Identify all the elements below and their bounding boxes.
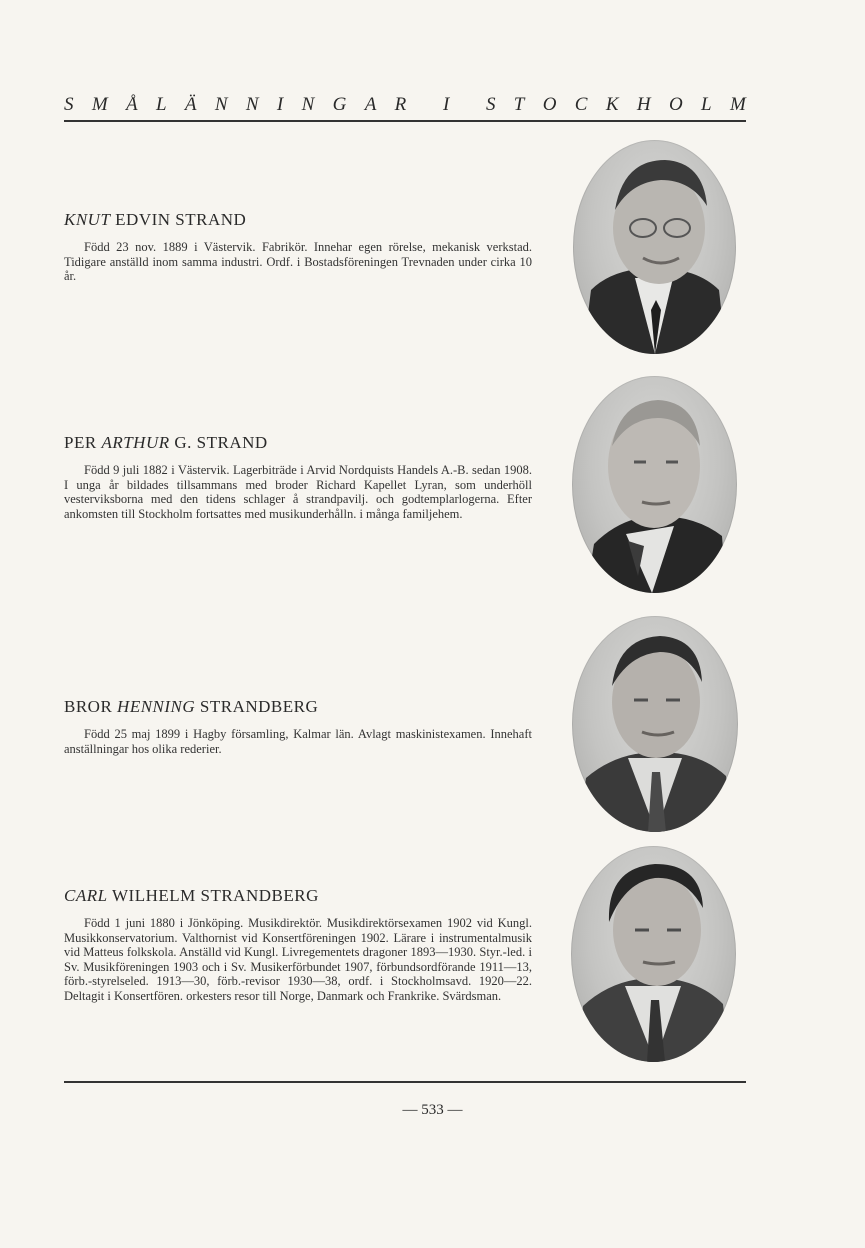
header-letter: L	[701, 94, 712, 115]
header-letter: N	[301, 94, 315, 115]
header-letter: S	[64, 94, 74, 115]
portrait-illustration	[572, 616, 738, 832]
name-italic: CARL	[64, 886, 108, 905]
header-letter: O	[668, 94, 683, 115]
biography-entry	[64, 210, 532, 284]
header-letter: S	[485, 94, 496, 115]
biography-text: Född 1 juni 1880 i Jönköping. Musikdirektör. Musikdirektörsexamen 1902 vid Kungl. Musikkonservatorium. Valthornist vid Konsertföreningen 1902. Lärare i instrumentalmusik vid Matteus folkskola. Anställd vid Kungl. Livregementets dragoner 1893—1930. Styr.-led. i Sv. Musikföreningen 1903 och i Sv. Musikerförbundet 1907, förbundsordförande 1911—13, förb.-styrelseled. 1913—30, förb.-revisor 1930—38, ordf. i Stockholmsavd. 1920—22. Deltagit i Konsertfören. orkesters resor till Norge, Danmark och Frankrike. Svärdsman.	[64, 916, 532, 1003]
header-letter: O	[542, 94, 557, 115]
name-rest: G. STRAND	[169, 433, 268, 452]
portrait-photo	[572, 616, 738, 832]
header-letter: L	[155, 94, 167, 115]
header-letter: R	[394, 94, 407, 115]
header-letter: Ä	[184, 94, 197, 115]
biography-entry	[64, 697, 532, 756]
name-rest: STRANDBERG	[195, 697, 319, 716]
person-name	[64, 697, 532, 717]
page-number: — 533 —	[402, 1102, 463, 1118]
person-name	[64, 886, 532, 906]
header-letter: I	[442, 94, 450, 115]
name-prefix: PER	[64, 433, 102, 452]
biography-text: Född 25 maj 1899 i Hagby församling, Kalmar län. Avlagt maskinistexamen. Innehaft anställningar hos olika rederier.	[64, 727, 532, 756]
portrait-photo	[573, 140, 736, 354]
running-header	[64, 94, 746, 116]
header-letter: C	[574, 94, 588, 115]
biography-entry	[64, 433, 532, 521]
header-letter: K	[605, 94, 619, 115]
header-letter: Å	[126, 94, 138, 115]
name-rest: WILHELM STRANDBERG	[107, 886, 319, 905]
header-letter: I	[276, 94, 284, 115]
biography-entry	[64, 886, 532, 1004]
person-name	[64, 433, 532, 453]
header-letter: A	[364, 94, 377, 115]
footer-rule	[64, 1081, 746, 1083]
header-letter: T	[513, 94, 525, 115]
name-italic: HENNING	[117, 697, 196, 716]
header-letter: N	[214, 94, 228, 115]
header-rule	[64, 120, 746, 122]
name-italic: ARTHUR	[101, 433, 170, 452]
portrait-photo	[572, 376, 737, 593]
portrait-illustration	[573, 140, 736, 354]
biography-text: Född 23 nov. 1889 i Västervik. Fabrikör. Innehar egen rörelse, mekanisk verkstad. Tidigare anställd inom samma industri. Ordf. i Bostadsföreningen Trevnaden under cirka 10 år.	[64, 240, 532, 284]
person-name	[64, 210, 532, 230]
portrait-illustration	[572, 376, 737, 593]
header-letter: M	[729, 94, 746, 115]
header-letter: N	[245, 94, 259, 115]
header-letter: M	[91, 94, 108, 115]
portrait-photo	[571, 846, 736, 1062]
biography-text: Född 9 juli 1882 i Västervik. Lagerbiträde i Arvid Nordquists Handels A.-B. sedan 1908. I unga år bildades tillsammans med broder Richard Kapellet Lyran, som underhöll vesterviksborna med den tidens schlager å strandpavilj. och godtemplarlogerna. Efter ankomsten till Stockholm fortsattes med musikunderhålln. i många familjehem.	[64, 463, 532, 521]
name-italic: KNUT	[64, 210, 111, 229]
name-rest: EDVIN STRAND	[110, 210, 247, 229]
name-prefix: BROR	[64, 697, 118, 716]
header-letter: H	[636, 94, 651, 115]
portrait-illustration	[571, 846, 736, 1062]
header-letter: G	[332, 94, 347, 115]
